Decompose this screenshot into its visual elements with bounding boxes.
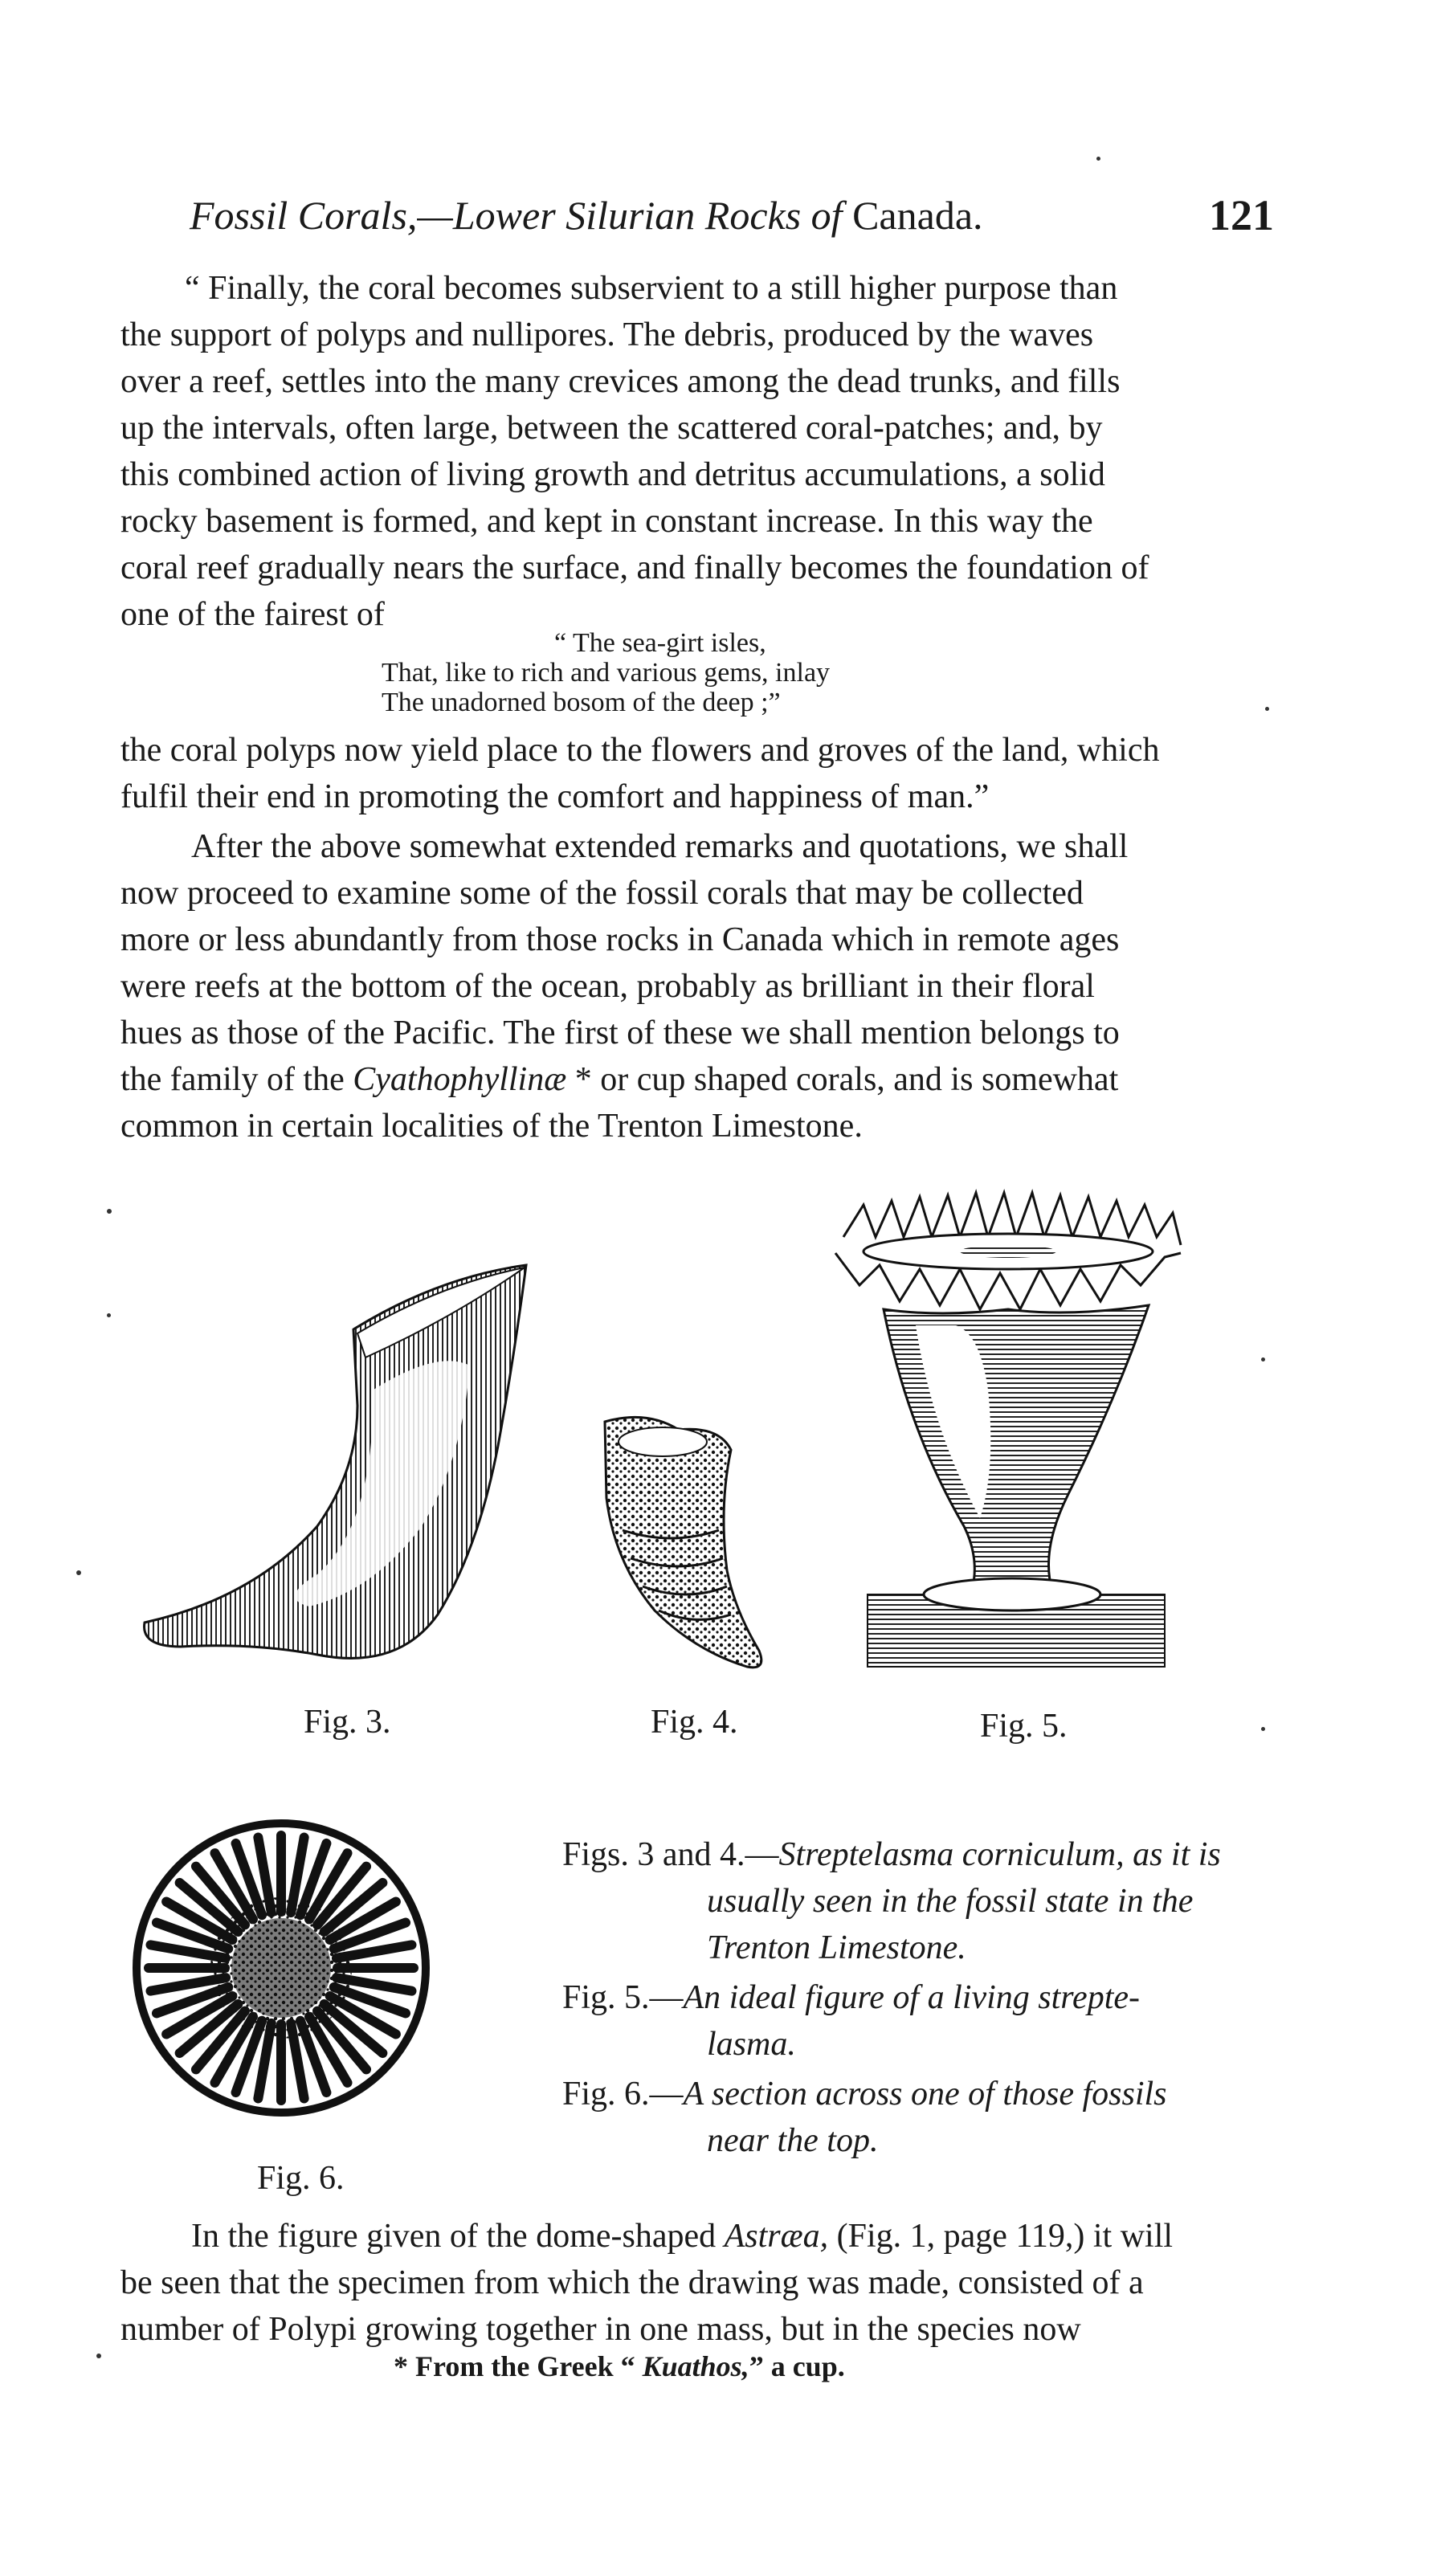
print-speck <box>1265 707 1269 711</box>
text-span: (Fig. 1, page 119,) it will <box>828 2218 1174 2255</box>
quote-paragraph <box>120 265 1274 638</box>
figure-captions <box>562 1831 1277 2167</box>
verse-line: “ The sea-girt isles, <box>554 628 766 658</box>
print-speck <box>107 1209 112 1214</box>
text-span: In the figure given of the dome-shaped <box>191 2218 725 2255</box>
print-speck <box>107 1313 111 1317</box>
caption-lead: Fig. 5.— <box>562 1979 684 2016</box>
print-speck <box>1261 1357 1265 1361</box>
text-line: over a reef, settles into the many crevices among the dead trunks, and fills <box>120 363 1121 400</box>
text-span: the family of the <box>120 1061 353 1098</box>
taxon-name: Cyathophyllinæ <box>353 1061 567 1098</box>
caption-lead: Figs. 3 and 4.— <box>562 1836 779 1873</box>
print-speck <box>96 2354 101 2358</box>
caption-text: Trenton Limestone. <box>707 1929 966 1966</box>
text-line: coral reef gradually nears the surface, and finally becomes the foundation of <box>120 549 1149 586</box>
text-line: this combined action of living growth and detritus accumulations, a solid <box>120 456 1105 493</box>
fig6-label: Fig. 6. <box>257 2160 345 2197</box>
text-line: the coral polyps now yield place to the flowers and groves of the land, which <box>120 732 1160 769</box>
paragraph-astraea <box>120 2213 1274 2353</box>
text-line: more or less abundantly from those rocks in Canada which in remote ages <box>120 921 1120 958</box>
footnote-text: * From the Greek “ <box>394 2350 643 2382</box>
text-line: were reefs at the bottom of the ocean, probably as brilliant in their floral <box>120 968 1095 1005</box>
caption-text: near the top. <box>707 2122 879 2159</box>
quote-conclusion <box>120 727 1274 820</box>
page-number: 121 <box>1209 191 1274 239</box>
print-speck <box>1261 1727 1265 1731</box>
caption-text: usually seen in the fossil state in the <box>707 1883 1194 1920</box>
caption-text: lasma. <box>707 2026 796 2063</box>
footnote-text: ” a cup. <box>749 2350 845 2382</box>
print-speck <box>76 1570 81 1575</box>
running-header <box>190 183 1274 247</box>
text-line: rocky basement is formed, and kept in constant increase. In this way the <box>120 503 1093 540</box>
text-line: common in certain localities of the Trenton Limestone. <box>120 1108 863 1145</box>
fig4-illustration <box>598 1410 775 1675</box>
text-line <box>120 1056 1274 1103</box>
print-speck <box>1096 157 1100 161</box>
text-line: the support of polyps and nullipores. The debris, produced by the waves <box>120 316 1094 353</box>
fig4-label: Fig. 4. <box>651 1704 738 1741</box>
running-title-place: Canada. <box>852 193 983 238</box>
verse-quote <box>382 628 944 717</box>
verse-line: That, like to rich and various gems, inlay <box>382 658 831 688</box>
text-line: up the intervals, often large, between the scattered coral-patches; and, by <box>120 410 1103 447</box>
fig5-label: Fig. 5. <box>980 1708 1068 1745</box>
fig6-illustration <box>129 1767 434 2169</box>
text-span: * or cup shaped corals, and is somewhat <box>566 1061 1119 1098</box>
fig5-illustration <box>827 1189 1189 1679</box>
text-line: number of Polypi growing together in one mass, but in the species now <box>120 2311 1081 2348</box>
text-line: After the above somewhat extended remarks and quotations, we shall <box>191 828 1129 865</box>
caption-text: A section across one of those fossils <box>683 2076 1167 2113</box>
taxon-name: Astræa, <box>724 2218 829 2255</box>
caption-text: Streptelasma corniculum, as it is <box>778 1836 1221 1873</box>
running-title: Fossil Corals,—Lower Silurian Rocks of <box>190 193 843 238</box>
caption-text: An ideal figure of a living strepte- <box>683 1979 1140 2016</box>
text-line <box>120 2213 1274 2260</box>
text-line: hues as those of the Pacific. The first of these we shall mention belongs to <box>120 1014 1120 1051</box>
text-line: “ Finally, the coral becomes subservient to a still higher purpose than <box>185 270 1118 307</box>
text-line: fulfil their end in promoting the comfort and happiness of man.” <box>120 778 990 815</box>
paragraph-fossil-corals <box>120 823 1274 1149</box>
caption-figs-3-4 <box>562 1831 1277 1971</box>
verse-line: The unadorned bosom of the deep ;” <box>382 688 781 717</box>
footnote <box>394 2349 1117 2383</box>
caption-lead: Fig. 6.— <box>562 2076 684 2113</box>
text-line: one of the fairest of <box>120 596 385 633</box>
fig3-label: Fig. 3. <box>304 1704 391 1741</box>
text-line: now proceed to examine some of the fossil corals that may be collected <box>120 875 1084 912</box>
caption-fig-6 <box>562 2071 1277 2164</box>
caption-fig-5 <box>562 1974 1277 2068</box>
footnote-greek-word: Kuathos, <box>642 2350 749 2382</box>
fig3-illustration <box>133 1261 538 1671</box>
text-line: be seen that the specimen from which the drawing was made, consisted of a <box>120 2264 1144 2301</box>
